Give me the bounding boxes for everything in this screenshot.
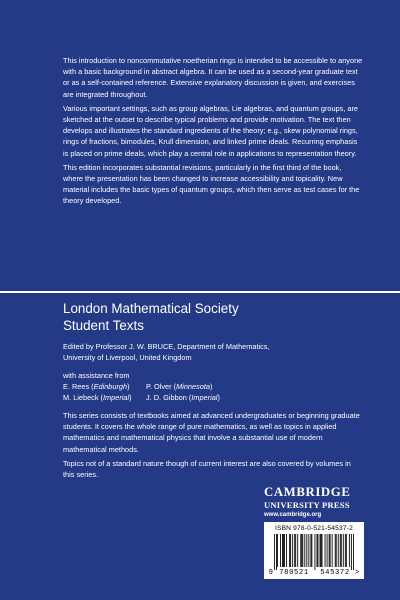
barcode-bar <box>297 534 298 567</box>
barcode-bar <box>286 534 287 567</box>
publisher-logo <box>264 486 364 520</box>
barcode-bar <box>315 534 316 570</box>
barcode-bar <box>295 534 296 567</box>
series-editor <box>63 341 363 363</box>
barcode-digits <box>264 569 364 577</box>
assistants-grid <box>63 381 363 403</box>
assist-label: with assistance from <box>63 371 130 380</box>
barcode-digit-first: 9 <box>268 569 273 577</box>
barcode-bar <box>321 534 322 567</box>
barcode-bar <box>277 534 278 567</box>
series-desc-paragraph-2: Topics not of a standard nature though of current interest are also covered by volumes in this series. <box>63 458 351 480</box>
barcode-bar <box>341 534 342 567</box>
publisher-press: UNIVERSITY PRESS <box>264 500 350 510</box>
barcode-end-mark: > <box>355 569 360 577</box>
barcode-bar <box>320 534 321 567</box>
series-description <box>63 410 363 483</box>
barcode-bar <box>327 534 328 567</box>
blurb-paragraph-3: This edition incorporates substantial revisions, particularly in the first third of the book, where the presentation has been changed to increase accessibility and topicality. New material includes the basic types of quantum groups, which then serve as test cases for the theory developed. <box>63 162 360 206</box>
assistant-entry: J. D. Gibbon (Imperial) <box>146 393 220 403</box>
barcode-bar <box>349 534 350 567</box>
barcode-bar <box>289 534 290 567</box>
barcode-bar <box>318 534 319 567</box>
barcode-bar <box>304 534 305 567</box>
barcode-bar <box>306 534 307 567</box>
series-title-line-2: Student Texts <box>63 317 144 333</box>
barcode-bar <box>311 534 312 567</box>
series-title <box>63 301 239 334</box>
assistant-entry: E. Rees (Edinburgh) <box>63 382 130 392</box>
barcode-bar <box>282 534 283 567</box>
divider-line <box>0 291 400 293</box>
barcode-bar <box>310 534 311 567</box>
editor-line-2: University of Liverpool, United Kingdom <box>63 353 192 363</box>
publisher-name: CAMBRIDGE <box>264 485 351 499</box>
barcode-bar <box>345 534 346 567</box>
barcode-bar <box>325 534 326 567</box>
barcode-bar <box>284 534 285 567</box>
barcode-bar <box>346 534 347 567</box>
assistant-entry: P. Olver (Minnesota) <box>146 382 213 392</box>
barcode-bar <box>294 534 295 567</box>
barcode-bar <box>308 534 309 567</box>
blurb-paragraph-1: This introduction to noncommutative noetherian rings is intended to be accessible to anyone with a basic background in abstract algebra. It can be used as a second-year graduate text or as a self-contained reference. Extensive explanatory discussion is given, and exercises are integrated throughout. <box>63 56 363 99</box>
isbn-barcode <box>264 522 364 579</box>
barcode-bars <box>274 534 354 570</box>
barcode-bar <box>300 534 301 567</box>
barcode-bar <box>290 534 291 567</box>
barcode-bar <box>301 534 302 567</box>
editor-line-1: Edited by Professor J. W. BRUCE, Department of Mathematics, <box>63 342 270 351</box>
series-title-line-1: London Mathematical Society <box>63 301 239 316</box>
barcode-bar <box>280 534 281 567</box>
barcode-bar <box>351 534 352 570</box>
barcode-bar <box>338 534 339 567</box>
barcode-bar <box>276 534 277 570</box>
series-desc-paragraph-1: This series consists of textbooks aimed at advanced undergraduates or beginning graduate students. It covers the whole range of pure mathematics, as well as topics in applied mathematics and mathematical physics that involve a substantial use of modern mathematical methods. <box>63 411 360 454</box>
assistant-entry: M. Liebeck (Imperial) <box>63 393 132 403</box>
barcode-bar <box>329 534 330 567</box>
barcode-bar <box>330 534 331 567</box>
publisher-url: www.cambridge.org <box>264 512 322 518</box>
barcode-bar <box>302 534 303 567</box>
assistants-block <box>63 370 363 404</box>
back-cover-blurb <box>63 55 363 210</box>
barcode-bar <box>322 534 323 567</box>
barcode-bar <box>274 534 275 570</box>
blurb-paragraph-2: Various important settings, such as group algebras, Lie algebras, and quantum groups, are sketched at the outset to describe typical problems and provide motivation. The text then develops and illustrates the standard ingredients of the theory; e.g., skew polynomial rings, rings of fractions, bimodules, Krull dimension, and linked prime ideals. Recurring emphasis is placed on prime ideals, which play a central role in applications to representation theory. <box>63 103 359 158</box>
barcode-bar <box>335 534 336 567</box>
barcode-group-1: 780521 <box>279 569 309 577</box>
barcode-group-2: 545372 <box>320 569 350 577</box>
barcode-bar <box>343 534 344 567</box>
barcode-bar <box>340 534 341 567</box>
barcode-bar <box>292 534 293 567</box>
barcode-bar <box>353 534 354 570</box>
barcode-bar <box>283 534 284 567</box>
barcode-bar <box>317 534 318 567</box>
barcode-bar <box>336 534 337 567</box>
barcode-bar <box>332 534 333 567</box>
isbn-label: ISBN 978-0-521-54537-2 <box>274 525 354 532</box>
